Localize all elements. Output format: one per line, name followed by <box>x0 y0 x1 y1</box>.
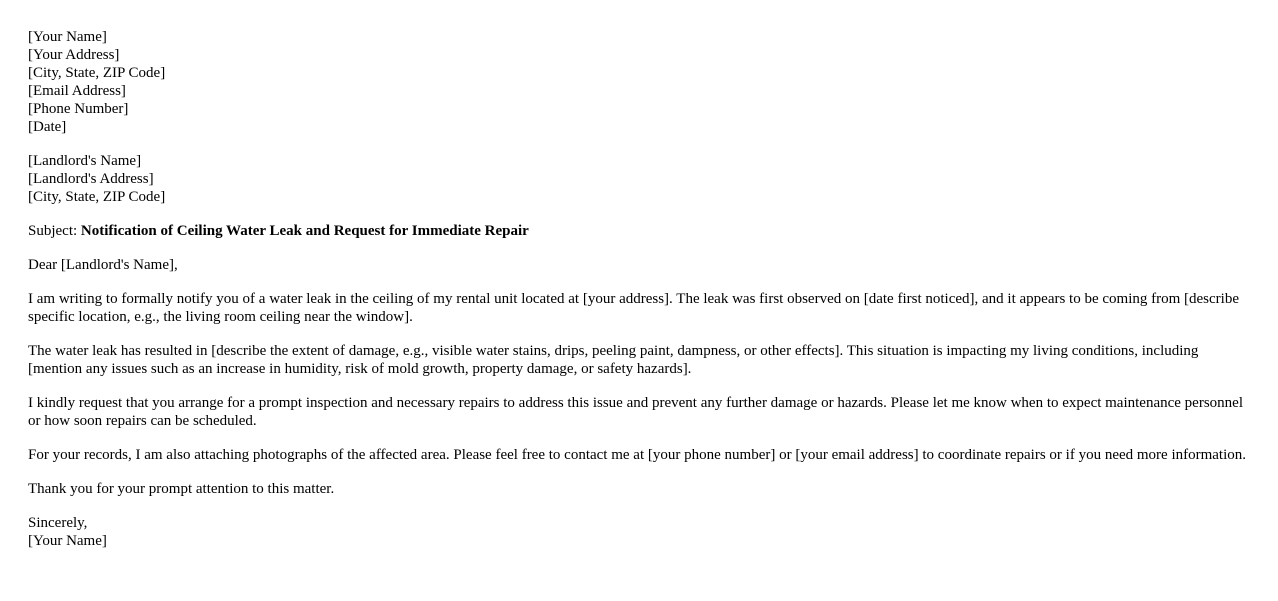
letter-date: [Date] <box>28 119 67 135</box>
signature: [Your Name] <box>28 533 107 549</box>
recipient-city-state-zip: [City, State, ZIP Code] <box>28 189 166 205</box>
body-paragraph-request: I kindly request that you arrange for a prompt inspection and necessary repairs to address this issue and prevent any further damage or hazards. Please let me know when to expect maintenance personnel or how soon repairs can be scheduled. <box>28 395 1243 429</box>
valediction: Sincerely, <box>28 515 88 531</box>
recipient-name: [Landlord's Name] <box>28 153 142 169</box>
subject-label: Subject: <box>28 223 78 239</box>
body-paragraph-thanks: Thank you for your prompt attention to this matter. <box>28 481 335 497</box>
closing-block <box>28 514 1250 550</box>
salutation: Dear [Landlord's Name], <box>28 257 178 273</box>
subject-text: Notification of Ceiling Water Leak and Request for Immediate Repair <box>80 223 529 239</box>
sender-address: [Your Address] <box>28 47 120 63</box>
body-paragraph-damage: The water leak has resulted in [describe the extent of damage, e.g., visible water stains, drips, peeling paint, dampness, or other effects]. This situation is impacting my living conditions, including [mention any issues such as an increase in humidity, risk of mold growth, property damage, or safety hazards]. <box>28 343 1199 377</box>
sender-name: [Your Name] <box>28 29 107 45</box>
letter <box>28 28 1250 566</box>
body-paragraph-records: For your records, I am also attaching photographs of the affected area. Please feel free to contact me at [your phone number] or [your email address] to coordinate repairs or if you need more information. <box>28 447 1247 463</box>
recipient-block <box>28 152 1250 206</box>
recipient-address: [Landlord's Address] <box>28 171 154 187</box>
subject-line <box>28 222 1250 240</box>
sender-phone: [Phone Number] <box>28 101 129 117</box>
body-paragraph-notice: I am writing to formally notify you of a water leak in the ceiling of my rental unit located at [your address]. The leak was first observed on [date first noticed], and it appears to be coming from [describe specific location, e.g., the living room ceiling near the window]. <box>28 291 1240 325</box>
sender-email: [Email Address] <box>28 83 126 99</box>
sender-city-state-zip: [City, State, ZIP Code] <box>28 65 166 81</box>
sender-block <box>28 28 1250 136</box>
